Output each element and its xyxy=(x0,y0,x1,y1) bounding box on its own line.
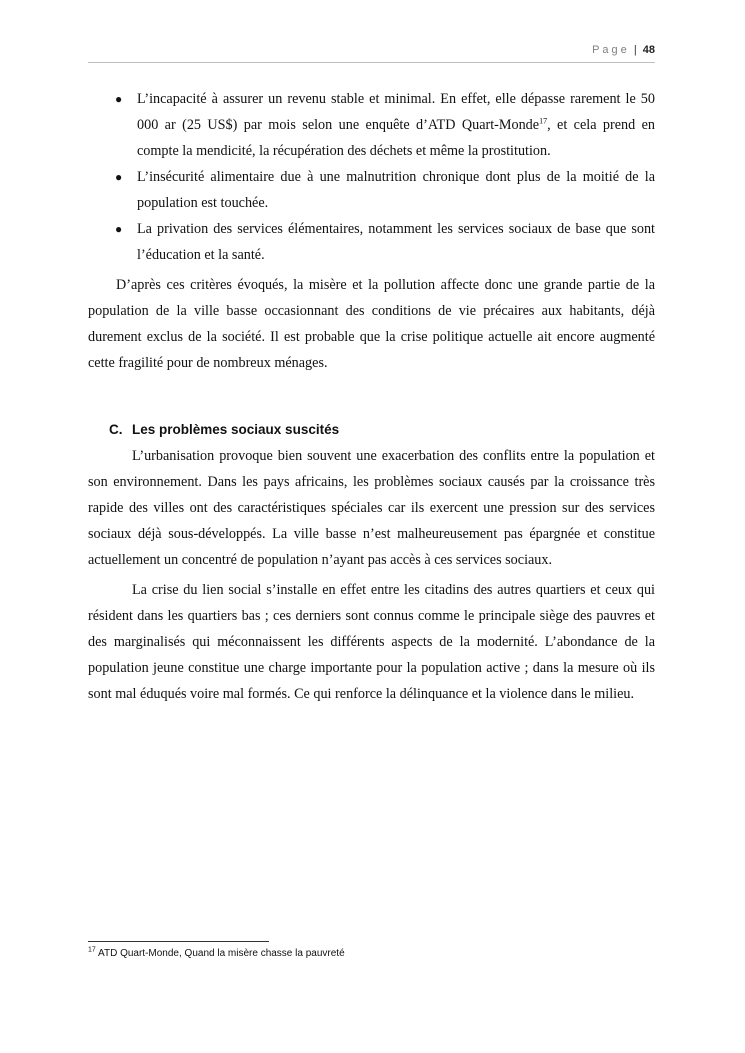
page-header xyxy=(88,44,655,63)
document-body xyxy=(88,86,655,707)
section-heading xyxy=(109,417,655,443)
bullet-text: L’insécurité alimentaire due à une malnutrition chronique dont plus de la moitié de la population est touchée. xyxy=(137,169,655,211)
bullet-icon: ● xyxy=(115,222,123,236)
bullet-text-part2: , et cela prend en compte la mendicité, la récupération des déchets et même la prostitution. xyxy=(137,117,656,159)
bullet-list xyxy=(88,86,655,268)
bullet-text: La privation des services élémentaires, notamment les services sociaux de base que sont l’éducation et la santé. xyxy=(137,221,655,263)
page-label: Page xyxy=(592,44,630,56)
footnote-text: ATD Quart-Monde, Quand la misère chasse la pauvreté xyxy=(98,948,345,959)
header-separator: | xyxy=(633,44,637,56)
list-item xyxy=(88,86,655,164)
footnote xyxy=(88,948,345,959)
paragraph-criteria: D’après ces critères évoqués, la misère et la pollution affecte donc une grande partie de la population de la ville basse occasionnant des conditions de vie précaires aux habitants, déjà durement exclus de la société. Il est probable que la crise politique actuelle ait encore augmenté cette fragilité pour de nombreux ménages. xyxy=(88,277,655,371)
section-title: Les problèmes sociaux suscités xyxy=(132,422,340,437)
paragraph-urbanisation: L’urbanisation provoque bien souvent une exacerbation des conflits entre la population et son environnement. Dans les pays africains, les problèmes sociaux causés par la croissance très rapide des villes ont des caractéristiques spéciales car ils exercent une pression sur des services sociaux déjà sous-développés. La ville basse n’est malheureusement pas épargnée et constitue actuellement un concentré de population n’ayant pas accès à ces services sociaux. xyxy=(88,448,655,568)
paragraph-social-crisis: La crise du lien social s’installe en effet entre les citadins des autres quartiers et ceux qui résident dans les quartiers bas ; ces derniers sont connus comme le principale siège des pauvres et des marginalisés qui méconnaissent les différents aspects de la modernité. L’abondance de la population jeune constitue une charge importante pour la population active ; dans la mesure où ils sont mal éduqués voire mal formés. Ce qui renforce la délinquance et la violence dans le milieu. xyxy=(88,582,655,702)
bullet-text-part1: L’incapacité à assurer un revenu stable et minimal. En effet, elle dépasse rarement le 50 000 ar (25 US$) par mois selon une enquête d’ATD Quart-Monde xyxy=(137,91,655,133)
section-letter: C. xyxy=(109,422,123,437)
list-item xyxy=(88,216,655,268)
footnote-divider xyxy=(88,941,269,942)
footnote-reference[interactable]: 17 xyxy=(539,116,548,126)
bullet-icon: ● xyxy=(115,170,123,184)
list-item xyxy=(88,164,655,216)
bullet-icon: ● xyxy=(115,92,123,106)
footnote-number: 17 xyxy=(88,946,96,954)
page-number: 48 xyxy=(642,44,655,56)
